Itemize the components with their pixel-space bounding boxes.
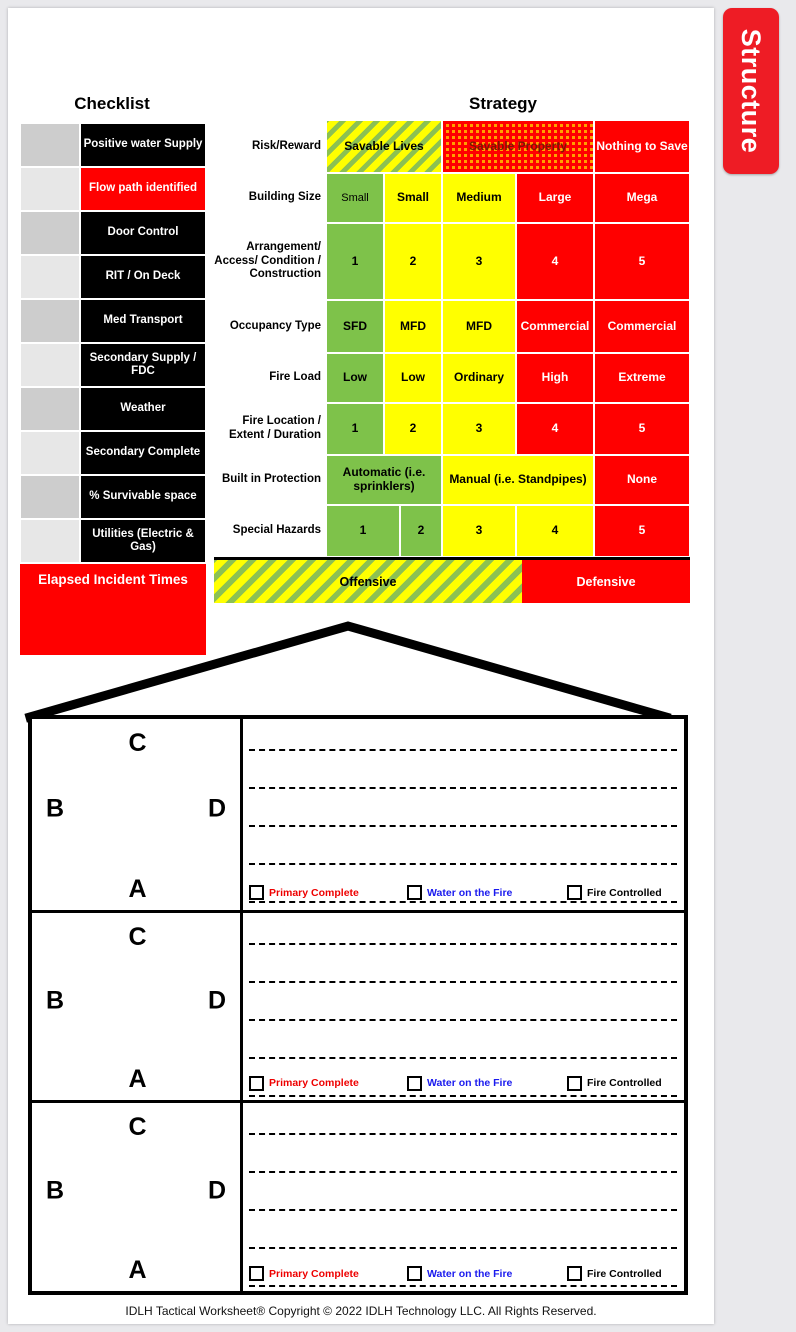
- strategy-cell[interactable]: Small: [326, 173, 384, 223]
- strategy-title: Strategy: [468, 94, 538, 113]
- note-line[interactable]: [249, 1171, 677, 1173]
- strategy-cell[interactable]: Commercial: [594, 300, 690, 353]
- offensive-mode-cell[interactable]: [214, 560, 522, 603]
- status-check-label: Fire Controlled: [587, 1077, 662, 1090]
- checklist-row: [20, 519, 206, 563]
- checklist-item-label[interactable]: Utilities (Electric & Gas): [80, 519, 206, 563]
- strategy-cell[interactable]: Low: [384, 353, 442, 403]
- checkbox-icon[interactable]: [407, 1076, 422, 1091]
- defensive-label: Defensive: [576, 574, 636, 589]
- side-label-c[interactable]: C: [128, 729, 147, 757]
- side-label-a[interactable]: A: [128, 1255, 147, 1284]
- checklist-time-box[interactable]: [20, 299, 80, 343]
- status-check-primary[interactable]: [249, 1266, 359, 1281]
- checkbox-icon[interactable]: [407, 1266, 422, 1281]
- strategy-cell[interactable]: None: [594, 455, 690, 505]
- strategy-row: [214, 353, 690, 403]
- checklist-row: [20, 255, 206, 299]
- building-floor: [32, 1100, 684, 1291]
- status-check-water[interactable]: [407, 1266, 512, 1281]
- note-line[interactable]: [249, 749, 677, 751]
- strategy-cell[interactable]: Small: [384, 173, 442, 223]
- checkbox-icon[interactable]: [249, 885, 264, 900]
- elapsed-incident-times-label: Elapsed Incident Times: [38, 572, 188, 587]
- status-check-label: Water on the Fire: [427, 886, 513, 899]
- note-line[interactable]: [249, 787, 677, 789]
- side-label-b[interactable]: B: [46, 1176, 65, 1205]
- checklist-title: Checklist: [74, 94, 150, 113]
- checkbox-icon[interactable]: [407, 885, 422, 900]
- strategy-cell[interactable]: Savable Lives: [326, 120, 442, 173]
- strategy-cell[interactable]: MFD: [384, 300, 442, 353]
- strategy-row: [214, 455, 690, 505]
- floor-status-checkboxes: [249, 880, 677, 906]
- checklist-time-box[interactable]: [20, 343, 80, 387]
- strategy-row: [214, 223, 690, 300]
- checklist-table: [20, 123, 206, 563]
- side-label-d[interactable]: D: [207, 794, 226, 823]
- roof-graphic: [8, 604, 714, 724]
- strategy-row: [214, 120, 690, 173]
- side-label-d[interactable]: D: [207, 1176, 226, 1205]
- checklist-time-box[interactable]: [20, 211, 80, 255]
- status-check-label: Water on the Fire: [427, 1077, 513, 1090]
- strategy-cell[interactable]: Mega: [594, 173, 690, 223]
- floor-notes-area[interactable]: [243, 719, 684, 910]
- strategy-row: [214, 505, 690, 557]
- structure-tab-label: Structure: [736, 28, 767, 154]
- checklist-item-label[interactable]: Secondary Supply / FDC: [80, 343, 206, 387]
- checklist-row: [20, 431, 206, 475]
- checklist-time-box[interactable]: [20, 123, 80, 167]
- note-line[interactable]: [249, 1247, 677, 1249]
- floor-notes-area[interactable]: [243, 913, 684, 1101]
- checklist-item-label[interactable]: Weather: [80, 387, 206, 431]
- checklist-row: [20, 123, 206, 167]
- strategy-row-label: Risk/Reward: [251, 139, 321, 152]
- strategy-row: [214, 173, 690, 223]
- checklist-item-label[interactable]: Positive water Supply: [80, 123, 206, 167]
- strategy-cell[interactable]: Low: [326, 353, 384, 403]
- side-label-c[interactable]: C: [128, 1113, 147, 1142]
- checklist-time-box[interactable]: [20, 255, 80, 299]
- strategy-cell[interactable]: Savable Property: [442, 120, 594, 173]
- strategy-cell[interactable]: Nothing to Save: [594, 120, 690, 173]
- checklist-item-label[interactable]: Secondary Complete: [80, 431, 206, 475]
- strategy-cell[interactable]: Extreme: [594, 353, 690, 403]
- strategy-cell[interactable]: Ordinary: [442, 353, 516, 403]
- strategy-cell[interactable]: 5: [594, 403, 690, 455]
- strategy-row-label: Occupancy Type: [229, 319, 321, 332]
- status-check-water[interactable]: [407, 885, 512, 900]
- note-line[interactable]: [249, 1209, 677, 1211]
- status-check-label: Fire Controlled: [587, 886, 662, 899]
- worksheet-page: [8, 8, 714, 1324]
- status-check-primary[interactable]: [249, 885, 359, 900]
- note-line[interactable]: [249, 825, 677, 827]
- building-floor: [32, 719, 684, 910]
- strategy-cell[interactable]: Large: [516, 173, 594, 223]
- checklist-row: [20, 167, 206, 211]
- strategy-row-label: Fire Load: [269, 371, 321, 384]
- status-check-fire[interactable]: [567, 1266, 662, 1281]
- status-check-label: Fire Controlled: [587, 1267, 662, 1280]
- checklist-row: [20, 299, 206, 343]
- floor-sides-panel: [32, 913, 243, 1101]
- status-check-fire[interactable]: [567, 1076, 662, 1091]
- status-check-primary[interactable]: [249, 1076, 359, 1091]
- strategy-row-label: Building Size: [248, 191, 321, 204]
- checklist-row: [20, 387, 206, 431]
- checkbox-icon[interactable]: [249, 1076, 264, 1091]
- side-label-b[interactable]: B: [46, 794, 65, 823]
- strategy-cell[interactable]: 1: [326, 403, 384, 455]
- strategy-cell[interactable]: Manual (i.e. Standpipes): [442, 455, 594, 505]
- checklist-row: [20, 475, 206, 519]
- strategy-cell[interactable]: 3: [442, 505, 516, 557]
- checklist-time-box[interactable]: [20, 167, 80, 211]
- strategy-cell[interactable]: SFD: [326, 300, 384, 353]
- building-diagram: [28, 715, 688, 1295]
- strategy-cell[interactable]: 5: [594, 505, 690, 557]
- strategy-mode-bar: [214, 557, 690, 603]
- floor-status-checkboxes: [249, 1261, 677, 1287]
- footer-copyright: IDLH Tactical Worksheet® Copyright © 2022 IDLH Technology LLC. All Rights Reserved.: [125, 1304, 597, 1318]
- structure-tab[interactable]: [723, 8, 779, 174]
- side-label-c[interactable]: C: [128, 922, 147, 951]
- status-check-label: Primary Complete: [269, 1267, 359, 1280]
- note-line[interactable]: [249, 1133, 677, 1135]
- status-check-label: Primary Complete: [269, 886, 359, 899]
- strategy-cell[interactable]: 4: [516, 403, 594, 455]
- strategy-row: [214, 403, 690, 455]
- strategy-matrix: [214, 120, 690, 556]
- checklist-time-box[interactable]: [20, 519, 80, 563]
- strategy-cell[interactable]: Automatic (i.e. sprinklers): [326, 455, 442, 505]
- strategy-cell[interactable]: 1: [326, 223, 384, 300]
- checkbox-icon[interactable]: [567, 1076, 582, 1091]
- side-label-a[interactable]: A: [128, 1065, 147, 1094]
- checklist-item-label[interactable]: % Survivable space: [80, 475, 206, 519]
- strategy-cell[interactable]: 2: [384, 223, 442, 300]
- checklist-time-box[interactable]: [20, 387, 80, 431]
- note-line[interactable]: [249, 863, 677, 865]
- floor-sides-panel: [32, 719, 243, 910]
- checklist-row: [20, 211, 206, 255]
- strategy-cell[interactable]: 1: [326, 505, 400, 557]
- strategy-cell[interactable]: 4: [516, 223, 594, 300]
- checklist-item-label[interactable]: RIT / On Deck: [80, 255, 206, 299]
- note-line[interactable]: [249, 943, 677, 945]
- note-line[interactable]: [249, 981, 677, 983]
- strategy-row: [214, 300, 690, 353]
- status-check-label: Primary Complete: [269, 1077, 359, 1090]
- strategy-cell[interactable]: 3: [442, 403, 516, 455]
- strategy-cell[interactable]: MFD: [442, 300, 516, 353]
- side-label-d[interactable]: D: [207, 986, 226, 1015]
- strategy-cell[interactable]: 3: [442, 223, 516, 300]
- strategy-row-label: Fire Location / Extent / Duration: [228, 415, 321, 441]
- defensive-mode-cell[interactable]: [522, 560, 690, 603]
- side-label-a[interactable]: A: [128, 874, 147, 903]
- strategy-row-label: Special Hazards: [232, 524, 321, 537]
- strategy-row-label: Arrangement/ Access/ Condition / Construction: [214, 240, 321, 281]
- checkbox-icon[interactable]: [249, 1266, 264, 1281]
- floor-status-checkboxes: [249, 1070, 677, 1096]
- strategy-cell[interactable]: 2: [400, 505, 442, 557]
- side-label-b[interactable]: B: [46, 986, 65, 1015]
- strategy-cell[interactable]: High: [516, 353, 594, 403]
- checklist-time-box[interactable]: [20, 475, 80, 519]
- note-line[interactable]: [249, 1057, 677, 1059]
- status-check-fire[interactable]: [567, 885, 662, 900]
- building-floor: [32, 910, 684, 1101]
- note-line[interactable]: [249, 1019, 677, 1021]
- checklist-item-label[interactable]: Flow path identified: [80, 167, 206, 211]
- strategy-cell[interactable]: 4: [516, 505, 594, 557]
- floor-sides-panel: [32, 1103, 243, 1291]
- status-check-water[interactable]: [407, 1076, 512, 1091]
- checklist-item-label[interactable]: Med Transport: [80, 299, 206, 343]
- strategy-cell[interactable]: 5: [594, 223, 690, 300]
- checklist-item-label[interactable]: Door Control: [80, 211, 206, 255]
- checklist-time-box[interactable]: [20, 431, 80, 475]
- floor-notes-area[interactable]: [243, 1103, 684, 1291]
- checkbox-icon[interactable]: [567, 1266, 582, 1281]
- strategy-row-label: Built in Protection: [221, 473, 321, 486]
- status-check-label: Water on the Fire: [427, 1267, 513, 1280]
- strategy-cell[interactable]: Commercial: [516, 300, 594, 353]
- offensive-label: Offensive: [339, 574, 397, 589]
- checkbox-icon[interactable]: [567, 885, 582, 900]
- strategy-cell[interactable]: Medium: [442, 173, 516, 223]
- strategy-cell[interactable]: 2: [384, 403, 442, 455]
- checklist-row: [20, 343, 206, 387]
